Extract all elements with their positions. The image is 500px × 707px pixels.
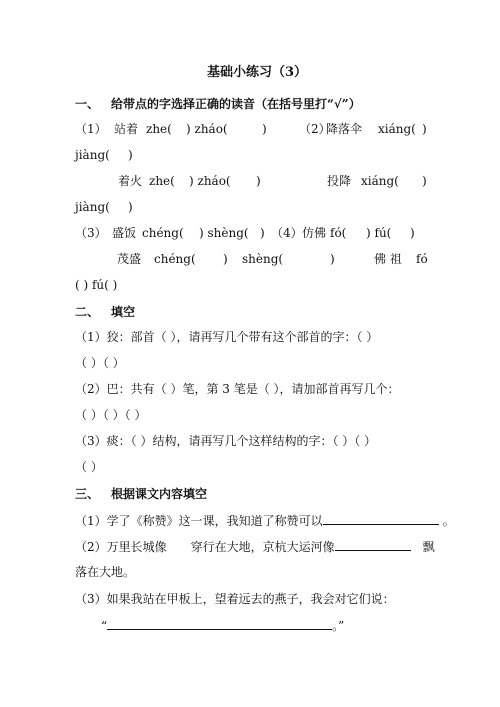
p1-q4-number: （4） [271,226,303,240]
p1-q1-pinyin2a: zhe( [149,174,175,188]
p1-line4-pinyin: jiàng( [75,200,110,214]
p3-q1-text: （1）学了《称赞》这一课，我知道了称赞可以 [75,514,323,528]
p1-q4-pinyin1b: ) fú( [366,226,392,240]
p1-q4-word2: 佛 祖 [374,252,402,266]
p1-q4-pinyin1a: fó( [330,226,347,240]
p1-q2-number: （2） [299,122,331,136]
p3-q2-text-c: 飘 [422,540,435,554]
p3-q3-line1: （3）如果我站在甲板上，望着远去的燕子，我会对它们说： [75,592,395,606]
section-3-number: 三、 [75,487,100,501]
p1-q2-pinyin2b: ) [422,174,427,188]
section-1-heading: 给带点的字选择正确的读音（在括号里打“√”） [111,97,361,111]
p1-line2-pinyin: jiàng( [75,148,110,162]
p3-q1-line [75,513,455,528]
p1-q2-pinyin2a: xiáng( [361,174,399,188]
p1-q1-pinyin2c: ) [256,174,261,188]
p1-line7: ( ) fú( ) [75,278,118,292]
section-1-number: 一、 [75,97,100,111]
p1-q3-pinyin2d: ) [330,252,335,266]
p1-q1-pinyin1a: zhe( [146,122,172,136]
section-2-number: 二、 [75,305,100,319]
p3-q3-line2 [101,618,344,633]
p3-q1-end: 。 [442,514,455,528]
p1-q1-number: （1） [75,122,107,136]
page-title: 基础小练习（3） [207,65,308,80]
p1-q3-pinyin2b: ) [223,252,228,266]
section-2-heading: 填空 [111,305,136,319]
p1-q4-pinyin2a: fó [416,252,428,266]
p3-q2-blank2[interactable] [335,539,411,551]
p1-q3-word1: 盛饭 [112,226,137,240]
p3-q2-text-a: （2）万里长城像 [75,540,167,554]
p1-line4-close: ) [128,200,133,214]
p1-q4-pinyin1c: ) [410,226,415,240]
p1-q3-number: （3） [75,226,107,240]
p1-q2-word1: 降落伞 [326,122,363,136]
p1-q2-pinyin1a: xiáng( [378,122,416,136]
p2-q1-line2: （ ）（ ） [75,356,125,370]
p3-q3-open-quote: “ [101,619,108,633]
p1-q3-pinyin1c: ) [260,226,265,240]
p1-q3-pinyin2c: shèng( [242,252,284,266]
p2-q2-line1: （2）巴：共有（ ）笔，第 3 笔是（ ），请加部首再写几个： [75,382,400,396]
p3-q2-line2: 落在大地。 [75,565,136,579]
p3-q1-answer-blank[interactable] [323,513,439,525]
p3-q3-answer-blank[interactable] [107,618,332,630]
p1-q3-pinyin2a: chéng( [154,252,196,266]
p1-q1-pinyin1c: ) [262,122,267,136]
p1-line2-close: ) [128,148,133,162]
p2-q3-line1: （3）痰：（ ）结构，请再写几个这样结构的字：（ ）（ ） [75,434,377,448]
p1-q1-pinyin1b: ) zháo( [186,122,228,136]
p1-q3-word2: 茂盛 [117,252,142,266]
p3-q3-close: 。” [332,619,345,633]
p3-q2-blank1[interactable] [167,540,191,551]
p1-q3-pinyin1a: chéng( [142,226,184,240]
p3-q2-line1 [75,539,435,554]
p1-q1-word2: 着火 [118,174,143,188]
p3-q2-text-b: 穿行在大地，京杭大运河像 [190,540,335,554]
p1-q1-word1: 站着 [114,122,139,136]
p2-q2-line2: （ ）（ ）（ ） [75,408,147,422]
p1-q2-pinyin1b: ) [422,122,427,136]
p1-q3-pinyin1b: ) shèng( [199,226,249,240]
p1-q1-pinyin2b: ) zháo( [189,174,231,188]
p1-q4-word1: 仿佛 [302,226,327,240]
section-3-heading: 根据课文内容填空 [111,487,208,501]
p2-q1-line1: （1）狡：部首（ ），请再写几个带有这个部首的字：（ ） [75,330,379,344]
p2-q3-line2: （ ） [75,460,103,474]
p1-q2-word2: 投降 [327,174,352,188]
